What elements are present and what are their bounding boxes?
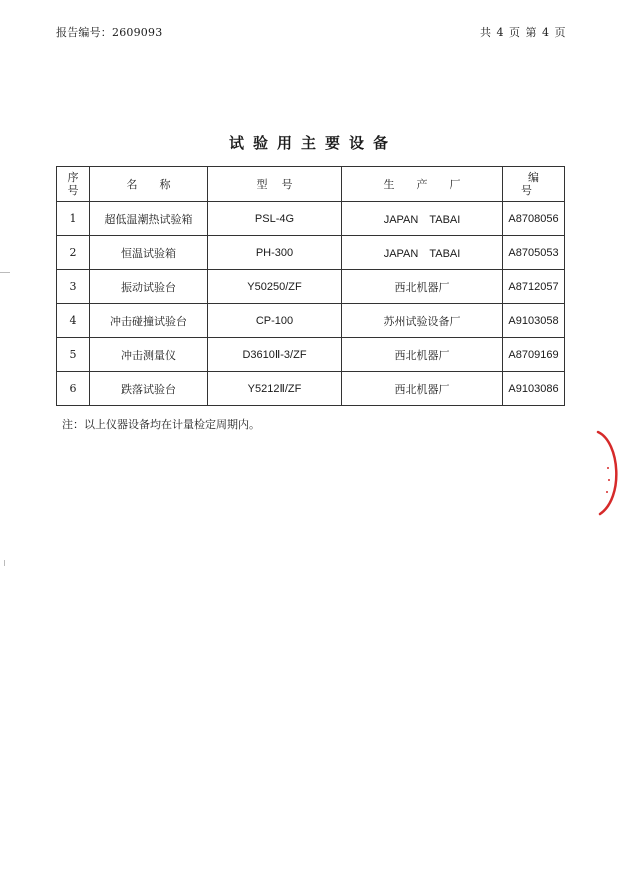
cell-name: 跌落试验台: [90, 372, 208, 406]
cell-name: 冲击碰撞试验台: [90, 304, 208, 338]
cell-code: A8712057: [503, 270, 565, 304]
table-header-row: [57, 167, 565, 202]
cell-name: 冲击测量仪: [90, 338, 208, 372]
footnote: 注：以上仪器设备均在计量检定周期内。: [62, 418, 260, 431]
scan-edge-mark: [0, 272, 10, 273]
cell-no: 1: [57, 202, 90, 236]
col-header-code: 编号: [503, 167, 565, 202]
cell-model: Y5212Ⅱ/ZF: [208, 372, 342, 406]
document-title: 试验用主要设备: [228, 134, 397, 152]
scan-edge-mark: [4, 560, 5, 566]
cell-code: A9103058: [503, 304, 565, 338]
col-header-maker: 生产厂: [342, 167, 503, 202]
equipment-table: [56, 166, 565, 406]
cell-no: 3: [57, 270, 90, 304]
table-row: [57, 202, 565, 236]
red-seal-stamp-icon: [592, 428, 626, 518]
page-info: 共 4 页 第 4 页: [480, 26, 567, 39]
cell-no: 4: [57, 304, 90, 338]
cell-no: 2: [57, 236, 90, 270]
cell-name: 超低温潮热试验箱: [90, 202, 208, 236]
cell-no: 6: [57, 372, 90, 406]
cell-model: CP-100: [208, 304, 342, 338]
cell-code: A8709169: [503, 338, 565, 372]
cell-code: A8705053: [503, 236, 565, 270]
report-number: 报告编号：2609093: [56, 26, 163, 39]
cell-name: 恒温试验箱: [90, 236, 208, 270]
cell-maker: 西北机器厂: [342, 372, 503, 406]
table-row: [57, 270, 565, 304]
cell-maker: JAPAN TABAI: [342, 236, 503, 270]
cell-maker: 西北机器厂: [342, 338, 503, 372]
cell-code: A8708056: [503, 202, 565, 236]
cell-maker: 苏州试验设备厂: [342, 304, 503, 338]
cell-model: Y50250/ZF: [208, 270, 342, 304]
col-header-model: 型号: [208, 167, 342, 202]
table-row: [57, 236, 565, 270]
cell-code: A9103086: [503, 372, 565, 406]
table-row: [57, 304, 565, 338]
cell-model: PSL-4G: [208, 202, 342, 236]
cell-no: 5: [57, 338, 90, 372]
cell-maker: JAPAN TABAI: [342, 202, 503, 236]
cell-model: D3610Ⅱ-3/ZF: [208, 338, 342, 372]
cell-model: PH-300: [208, 236, 342, 270]
table-row: [57, 372, 565, 406]
cell-name: 振动试验台: [90, 270, 208, 304]
col-header-no: 序号: [57, 167, 90, 202]
cell-maker: 西北机器厂: [342, 270, 503, 304]
table-row: [57, 338, 565, 372]
col-header-name: 名称: [90, 167, 208, 202]
